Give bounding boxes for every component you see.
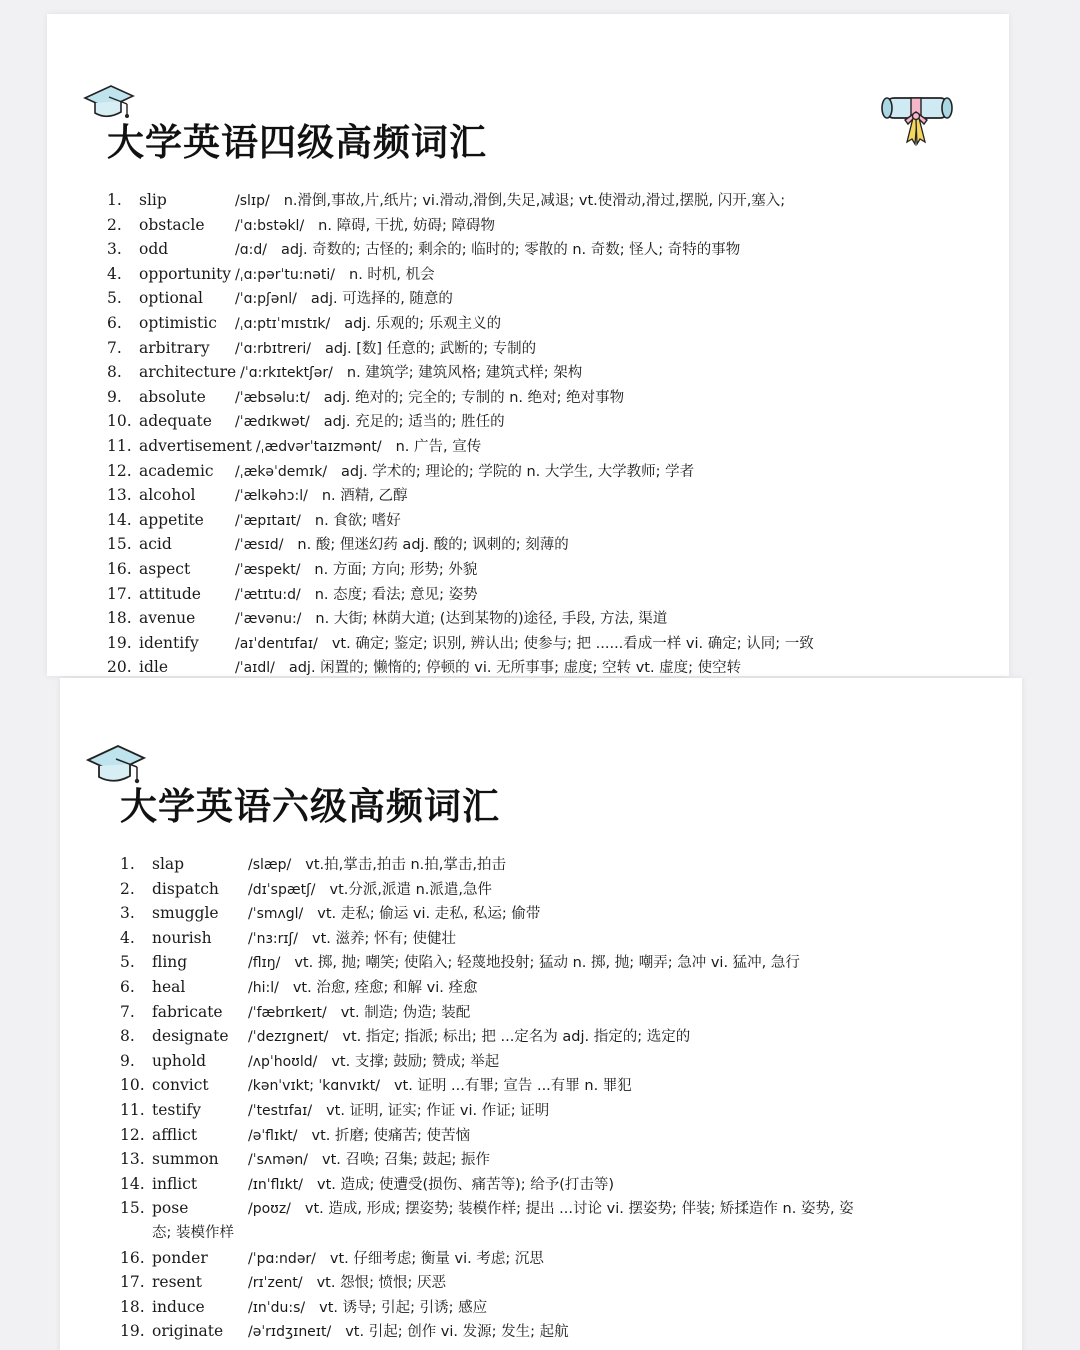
vocab-item	[120, 1147, 854, 1172]
vocab-item	[120, 950, 854, 975]
phonetic: /ˌɑ:ptɪˈmɪstɪk/	[235, 315, 331, 332]
vocab-word: attitude	[139, 584, 201, 603]
definition: n. 时机, 机会	[349, 266, 435, 283]
definition-continuation: 态; 装模作样	[152, 1224, 234, 1241]
item-number: 3.	[120, 904, 135, 923]
definition: vt. 怨恨; 愤恨; 厌恶	[316, 1275, 447, 1292]
vocab-item	[120, 1270, 854, 1295]
phonetic: /ˌɑ:pərˈtu:nəti/	[235, 266, 335, 283]
item-number: 15.	[120, 1199, 145, 1218]
vocab-item	[120, 901, 854, 926]
item-number: 7.	[120, 1002, 135, 1021]
vocab-word: ponder	[152, 1248, 208, 1267]
phonetic: /ˈɑ:rbɪtreri/	[235, 340, 311, 357]
phonetic: /ɪnˈflɪkt/	[248, 1176, 303, 1193]
vocab-item	[120, 1049, 854, 1074]
cet6-title: 大学英语六级高频词汇	[120, 784, 500, 828]
vocab-word: originate	[152, 1322, 224, 1341]
phonetic: /aɪˈdentɪfaɪ/	[235, 635, 318, 652]
phonetic: /ˈaɪdl/	[235, 660, 275, 677]
vocab-item	[107, 508, 814, 533]
vocab-word: nourish	[152, 928, 212, 947]
vocab-item	[120, 1319, 854, 1344]
definition: adj. [数] 任意的; 武断的; 专制的	[324, 340, 537, 357]
phonetic: /ˈæbsəlu:t/	[235, 389, 310, 406]
vocab-item	[107, 483, 814, 508]
definition: adj. 奇数的; 古怪的; 剩余的; 临时的; 零散的 n. 奇数; 怪人; 奇特的事物	[280, 242, 741, 259]
item-number: 14.	[107, 510, 132, 529]
vocab-item	[107, 188, 814, 213]
definition: adj. 可选择的, 随意的	[310, 291, 453, 308]
definition: n. 障碍, 干扰, 妨碍; 障碍物	[318, 217, 496, 234]
item-number: 6.	[107, 313, 122, 332]
cet6-word-list	[120, 852, 854, 1344]
phonetic: /ˈæpɪtaɪt/	[235, 512, 301, 529]
vocab-item	[107, 311, 814, 336]
definition: vt. 支撑; 鼓励; 赞成; 举起	[331, 1053, 500, 1070]
vocab-item	[107, 213, 814, 238]
vocab-item	[107, 262, 814, 287]
vocab-word: dispatch	[152, 879, 219, 898]
vocab-item	[120, 1246, 854, 1271]
item-number: 15.	[107, 535, 132, 554]
vocab-word: absolute	[139, 387, 206, 406]
vocab-word: smuggle	[152, 904, 219, 923]
definition: n. 食欲; 嗜好	[314, 512, 401, 529]
vocab-item	[107, 631, 814, 656]
vocab-item	[107, 286, 814, 311]
phonetic: /ˈæsɪd/	[235, 537, 284, 554]
definition: vt. 滋养; 怀有; 使健壮	[311, 930, 456, 947]
vocab-item	[107, 409, 814, 434]
vocab-item	[120, 1098, 854, 1123]
item-number: 17.	[120, 1273, 145, 1292]
item-number: 18.	[120, 1297, 145, 1316]
item-number: 9.	[120, 1051, 135, 1070]
vocab-word: odd	[139, 240, 169, 259]
definition: vt. 造成, 形成; 摆姿势; 装模作样; 提出 ...讨论 vi. 摆姿势; 伴装; 矫揉造作 n. 姿势, 姿	[304, 1201, 854, 1218]
item-number: 2.	[107, 215, 122, 234]
diploma-scroll-icon	[877, 90, 957, 152]
item-number: 3.	[107, 240, 122, 259]
vocab-word: uphold	[152, 1051, 207, 1070]
definition: n. 态度; 看法; 意见; 姿势	[314, 586, 478, 603]
vocab-word: idle	[139, 658, 169, 677]
vocab-word: alcohol	[139, 486, 196, 505]
vocab-word: architecture	[139, 363, 237, 382]
vocab-item	[107, 557, 814, 582]
vocab-item	[107, 434, 814, 459]
definition: adj. 闲置的; 懒惰的; 停顿的 vi. 无所事事; 虚度; 空转 vt. 虚度; 使空转	[288, 660, 742, 677]
phonetic: /ˈdezɪgneɪt/	[248, 1029, 329, 1046]
vocab-item	[107, 237, 814, 262]
vocab-word: optional	[139, 289, 203, 308]
item-number: 13.	[107, 486, 132, 505]
vocab-word: heal	[152, 977, 186, 996]
definition: vt. 召唤; 召集; 鼓起; 振作	[322, 1152, 490, 1169]
item-number: 12.	[120, 1125, 145, 1144]
item-number: 14.	[120, 1174, 145, 1193]
vocab-word: identify	[139, 633, 199, 652]
definition: vt.分派,派遣 n.派遣,急件	[329, 881, 493, 898]
definition: vt. 折磨; 使痛苦; 使苦恼	[311, 1127, 470, 1144]
vocab-word: avenue	[139, 609, 196, 628]
phonetic: /ˈælkəhɔ:l/	[235, 488, 308, 505]
vocab-word: adequate	[139, 412, 212, 431]
item-number: 8.	[120, 1027, 135, 1046]
cet4-title: 大学英语四级高频词汇	[107, 120, 487, 164]
item-number: 8.	[107, 363, 122, 382]
vocab-word: testify	[152, 1100, 202, 1119]
item-number: 11.	[107, 436, 132, 455]
definition: vt. 制造; 伪造; 装配	[340, 1004, 471, 1021]
item-number: 4.	[107, 264, 122, 283]
vocab-word: slip	[139, 191, 167, 209]
vocab-item	[107, 459, 814, 484]
vocab-item	[107, 336, 814, 361]
definition: vt. 证明 ...有罪; 宣告 ...有罪 n. 罪犯	[393, 1078, 632, 1095]
definition: vt. 仔细考虑; 衡量 vi. 考虑; 沉思	[329, 1250, 544, 1267]
vocab-word: designate	[152, 1027, 229, 1046]
definition: vt.拍,掌击,拍击 n.拍,掌击,拍击	[305, 857, 506, 873]
vocab-word: induce	[152, 1297, 205, 1316]
phonetic: /ˈætɪtu:d/	[235, 586, 301, 603]
phonetic: /ɑ:d/	[235, 242, 267, 259]
definition: vt. 治愈, 痊愈; 和解 vi. 痊愈	[292, 979, 478, 996]
vocab-item	[120, 975, 854, 1000]
vocab-item	[107, 582, 814, 607]
vocab-word: advertisement	[139, 436, 252, 455]
phonetic: /ˈpɑ:ndər/	[248, 1250, 316, 1267]
item-number: 9.	[107, 387, 122, 406]
phonetic: /əˈrɪdʒɪneɪt/	[248, 1324, 332, 1341]
cet4-sheet	[47, 14, 1009, 676]
definition: n. 酸; 俚迷幻药 adj. 酸的; 讽刺的; 刻薄的	[297, 537, 569, 554]
definition: vt. 指定; 指派; 标出; 把 ...定名为 adj. 指定的; 选定的	[342, 1029, 691, 1046]
vocab-item	[120, 1196, 854, 1221]
phonetic: /ˈɑ:bstəkl/	[235, 217, 305, 234]
vocab-word: fabricate	[152, 1002, 223, 1021]
vocab-item	[120, 852, 854, 877]
vocab-word: fling	[152, 953, 188, 972]
item-number: 18.	[107, 609, 132, 628]
item-number: 7.	[107, 338, 122, 357]
vocab-word: obstacle	[139, 215, 205, 234]
definition: n. 广告, 宣传	[395, 438, 482, 455]
definition: vt. 引起; 创作 vi. 发源; 发生; 起航	[345, 1324, 569, 1341]
phonetic: /flɪŋ/	[248, 955, 281, 972]
item-number: 19.	[107, 633, 132, 652]
item-number: 4.	[120, 928, 135, 947]
definition: vt. 确定; 鉴定; 识别, 辨认出; 使参与; 把 ......看成一样 vi. 确定; 认同; 一致	[331, 635, 814, 652]
vocab-word: academic	[139, 461, 214, 480]
phonetic: /ˈævənu:/	[235, 611, 302, 628]
phonetic: /ˌædvərˈtaɪzmənt/	[255, 438, 382, 455]
item-number: 17.	[107, 584, 132, 603]
vocab-word: slap	[152, 855, 185, 873]
vocab-item	[107, 385, 814, 410]
vocab-item	[120, 926, 854, 951]
item-number: 1.	[120, 855, 135, 873]
cet6-sheet	[60, 678, 1022, 1350]
definition: adj. 充足的; 适当的; 胜任的	[323, 414, 505, 431]
vocab-item	[120, 1123, 854, 1148]
item-number: 11.	[120, 1100, 145, 1119]
vocab-item	[120, 877, 854, 902]
definition: vt. 诱导; 引起; 引诱; 感应	[319, 1299, 488, 1316]
vocab-word: appetite	[139, 510, 204, 529]
phonetic: /hi:l/	[248, 979, 279, 996]
phonetic: /ˈtestɪfaɪ/	[248, 1102, 313, 1119]
vocab-word: convict	[152, 1076, 209, 1095]
phonetic: /ˈædɪkwət/	[235, 414, 310, 431]
phonetic: /ˌækəˈdemɪk/	[235, 463, 328, 480]
item-number: 19.	[120, 1322, 145, 1341]
vocab-word: afflict	[152, 1125, 198, 1144]
vocab-word: inflict	[152, 1174, 198, 1193]
definition: adj. 学术的; 理论的; 学院的 n. 大学生, 大学教师; 学者	[341, 463, 695, 480]
vocab-word: acid	[139, 535, 172, 554]
phonetic: /slæp/	[248, 857, 292, 873]
phonetic: /slɪp/	[235, 193, 270, 209]
phonetic: /rɪˈzent/	[248, 1275, 303, 1292]
item-number: 10.	[107, 412, 132, 431]
vocab-word: summon	[152, 1150, 219, 1169]
vocab-item	[107, 532, 814, 557]
vocab-item	[120, 1073, 854, 1098]
item-number: 12.	[107, 461, 132, 480]
definition: adj. 绝对的; 完全的; 专制的 n. 绝对; 绝对事物	[323, 389, 625, 406]
vocab-word: resent	[152, 1273, 202, 1292]
vocab-item	[107, 360, 814, 385]
definition: vt. 走私; 偷运 vi. 走私, 私运; 偷带	[317, 906, 541, 923]
vocab-item	[107, 606, 814, 631]
item-number: 1.	[107, 191, 122, 209]
phonetic: /ˈsʌmən/	[248, 1152, 308, 1169]
definition: n. 大街; 林荫大道; (达到某物的)途径, 手段, 方法, 渠道	[315, 611, 668, 628]
phonetic: /ˈɑ:pʃənl/	[235, 291, 297, 308]
definition: n. 酒精, 乙醇	[321, 488, 408, 505]
vocab-item	[120, 1295, 854, 1320]
definition: adj. 乐观的; 乐观主义的	[344, 315, 502, 332]
vocab-word: aspect	[139, 559, 191, 578]
vocab-word: opportunity	[139, 264, 232, 283]
phonetic: /kənˈvɪkt; ˈkɑnvɪkt/	[248, 1078, 380, 1095]
item-number: 6.	[120, 977, 135, 996]
definition: vt. 证明, 证实; 作证 vi. 作证; 证明	[326, 1102, 550, 1119]
phonetic: /ˈsmʌgl/	[248, 906, 304, 923]
item-number: 2.	[120, 879, 135, 898]
vocab-word: optimistic	[139, 313, 217, 332]
phonetic: /ɪnˈdu:s/	[248, 1299, 306, 1316]
definition: vt. 掷, 抛; 嘲笑; 使陷入; 轻蔑地投射; 猛动 n. 掷, 抛; 嘲弄; 急冲 vi. 猛冲, 急行	[294, 955, 800, 972]
phonetic: /əˈflɪkt/	[248, 1127, 298, 1144]
item-number: 16.	[107, 559, 132, 578]
definition: n.滑倒,事故,片,纸片; vi.滑动,滑倒,失足,减退; vt.使滑动,滑过,摆脱, 闪开,塞入;	[283, 193, 786, 209]
item-number: 16.	[120, 1248, 145, 1267]
item-number: 5.	[120, 953, 135, 972]
vocab-item	[107, 655, 814, 680]
item-number: 10.	[120, 1076, 145, 1095]
phonetic: /ˈæspekt/	[235, 561, 301, 578]
phonetic: /poʊz/	[248, 1201, 291, 1218]
vocab-item	[120, 1000, 854, 1025]
phonetic: /ˈɑ:rkɪtektʃər/	[240, 365, 333, 382]
item-number: 20.	[107, 658, 132, 677]
vocab-word: pose	[152, 1199, 189, 1218]
definition: n. 方面; 方向; 形势; 外貌	[314, 561, 478, 578]
item-number: 13.	[120, 1150, 145, 1169]
definition: n. 建筑学; 建筑风格; 建筑式样; 架构	[346, 365, 583, 382]
vocab-item	[120, 1172, 854, 1197]
definition: vt. 造成; 使遭受(损伤、痛苦等); 给予(打击等)	[316, 1176, 615, 1193]
item-number: 5.	[107, 289, 122, 308]
phonetic: /dɪˈspætʃ/	[248, 881, 316, 898]
phonetic: /ˈfæbrɪkeɪt/	[248, 1004, 327, 1021]
phonetic: /ʌpˈhoʊld/	[248, 1053, 318, 1070]
vocab-item	[120, 1024, 854, 1049]
cet4-word-list	[107, 188, 814, 680]
phonetic: /ˈnɜ:rɪʃ/	[248, 930, 298, 947]
vocab-word: arbitrary	[139, 338, 210, 357]
